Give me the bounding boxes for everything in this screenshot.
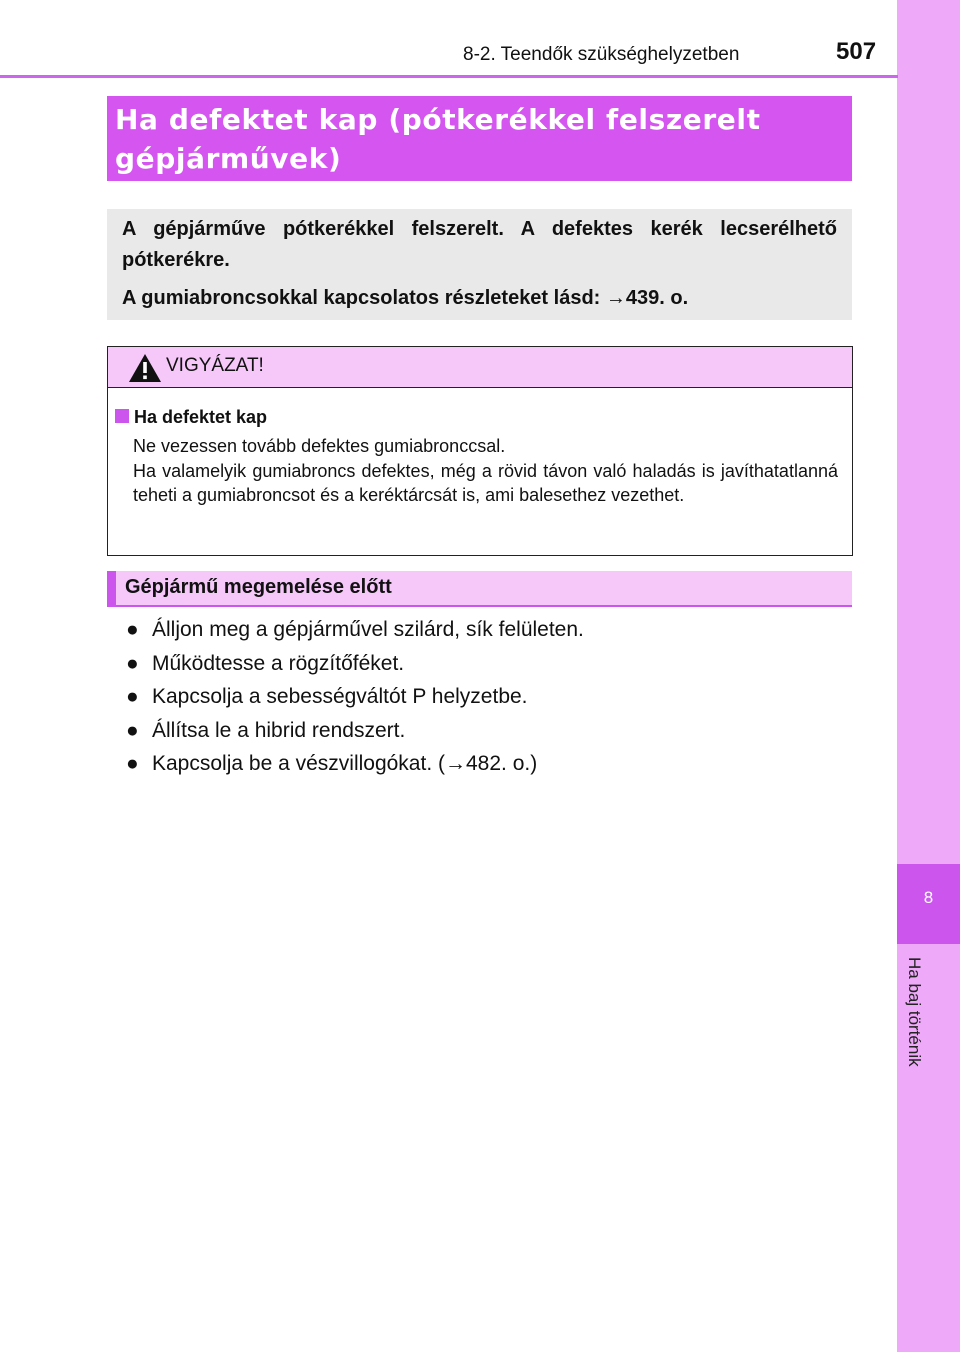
list-item-text: Állítsa le a hibrid rendszert. <box>152 718 406 742</box>
warning-label: VIGYÁZAT! <box>166 355 264 376</box>
page-title-line1: Ha defektet kap (pótkerékkel felszerelt <box>115 103 761 136</box>
chapter-number-tab: 8 <box>897 864 960 944</box>
bullet-list <box>126 614 584 782</box>
bullet-dot-icon: ● <box>126 618 139 641</box>
subsection-banner <box>107 571 852 607</box>
subsection-title: Gépjármű megemelése előtt <box>125 576 392 598</box>
title-band <box>107 96 852 181</box>
square-bullet-icon <box>115 409 129 423</box>
list-item-text: Működtesse a rögzítőféket. <box>152 651 405 675</box>
list-item-text: Álljon meg a gépjárművel szilárd, sík felületen. <box>152 618 584 641</box>
page-number: 507 <box>836 38 877 65</box>
header-divider <box>0 75 898 78</box>
warning-subheading <box>115 404 838 430</box>
warning-subheading-text: Ha defektet kap <box>134 407 268 427</box>
warning-triangle-icon <box>128 353 162 383</box>
warning-header <box>108 347 852 388</box>
bullet-dot-icon: ● <box>126 685 139 708</box>
intro-box <box>107 209 852 320</box>
warning-line-2: Ha valamelyik gumiabroncs defektes, még a rövid távon való haladás is javíthatatlanná teheti a gumiabroncsot és a keréktárcsát is, ami balesethez vezethet. <box>133 460 838 505</box>
list-item-text: Kapcsolja a sebességváltót P helyzetbe. <box>152 685 528 708</box>
list-item-text: Kapcsolja be a vészvillogókat. (→482. o.) <box>152 752 538 775</box>
list-item <box>126 648 584 682</box>
bullet-dot-icon: ● <box>126 651 139 675</box>
section-title: 8-2. Teendők szükséghelyzetben <box>463 44 740 65</box>
intro-paragraph-1: A gépjárműve pótkerékkel felszerelt. A defektes kerék lecserélhető pótkerékre. <box>122 218 837 271</box>
subsection-accent-bar <box>107 571 116 605</box>
bullet-dot-icon: ● <box>126 718 139 742</box>
bullet-dot-icon: ● <box>126 752 139 775</box>
intro-paragraph-2: A gumiabroncsokkal kapcsolatos részleteket lásd: →439. o. <box>122 287 689 309</box>
warning-line-1: Ne vezessen tovább defektes gumiabronccsal. <box>133 436 506 456</box>
page-title-line2: gépjárművek) <box>115 142 342 175</box>
page-title <box>115 100 844 178</box>
list-item <box>126 748 584 782</box>
list-item <box>126 715 584 749</box>
warning-box <box>107 346 853 556</box>
side-strip <box>897 0 960 1352</box>
warning-body <box>108 388 852 508</box>
list-item <box>126 614 584 648</box>
list-item <box>126 681 584 715</box>
chapter-title-tab: Ha baj történik <box>905 957 924 1067</box>
